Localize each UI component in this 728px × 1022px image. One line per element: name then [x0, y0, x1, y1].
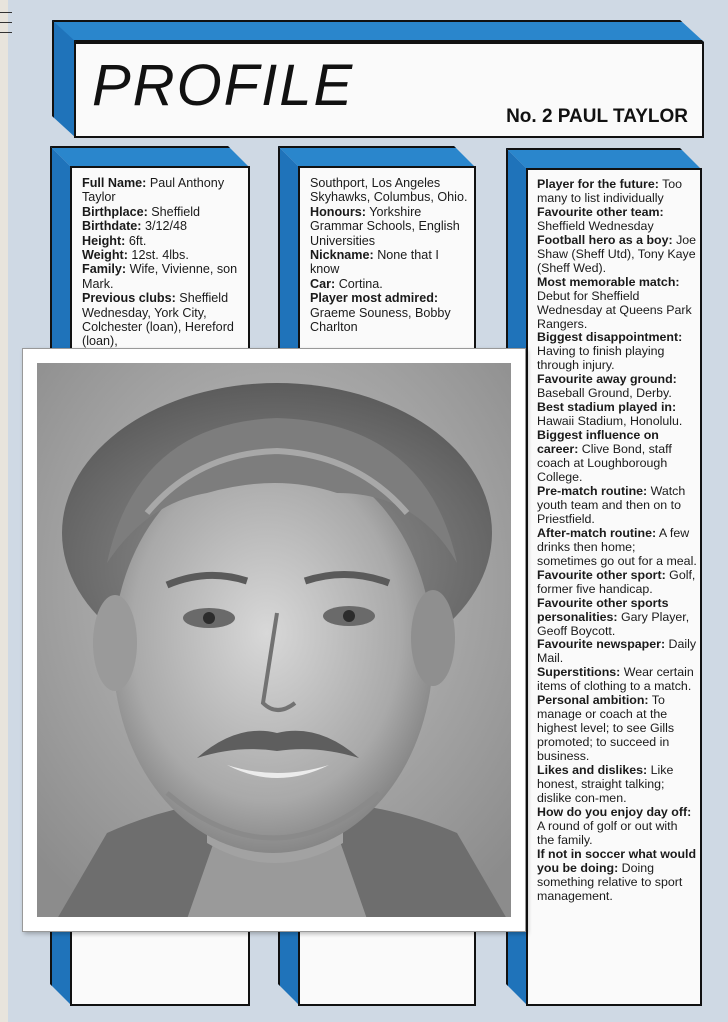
profile-entry-value: Wife, Vivienne, son Mark.	[82, 262, 238, 291]
portrait-illustration	[37, 363, 511, 917]
profile-entry-label: Favourite other team:	[537, 204, 664, 219]
profile-entry-label: Birthplace:	[82, 204, 148, 219]
profile-entry	[537, 694, 697, 764]
profile-entry-label: Full Name:	[82, 176, 147, 190]
profile-entry-label: Previous clubs:	[82, 291, 176, 306]
profile-entry-label: Biggest disappointment:	[537, 330, 683, 345]
page-binding-edge	[0, 0, 8, 1022]
profile-entry	[537, 429, 697, 485]
edge-rule	[0, 22, 12, 23]
profile-entry-value: A few drinks then home; sometimes go out for a meal.	[537, 525, 697, 568]
profile-entry	[537, 331, 697, 373]
profile-entry-label: Best stadium played in:	[537, 400, 677, 415]
profile-entry	[82, 219, 242, 233]
profile-entry-label: Nickname:	[310, 248, 374, 263]
profile-entry-value: Paul Anthony Taylor	[82, 176, 225, 205]
profile-entry-value: Graeme Souness, Bobby Charlton	[310, 305, 451, 335]
profile-entry-value: None that I know	[310, 248, 439, 277]
profile-entry-value: Cortina.	[335, 276, 383, 291]
profile-entry	[537, 206, 697, 234]
profile-entry-value: Golf, former five handicap.	[537, 567, 696, 596]
page-title: PROFILE	[92, 53, 355, 118]
profile-entry-label: Personal ambition:	[537, 693, 649, 708]
profile-entry	[537, 234, 697, 276]
profile-entry-label: After-match routine:	[537, 525, 657, 540]
profile-entry-value: Gary Player, Geoff Boycott.	[537, 609, 690, 638]
profile-entry	[537, 848, 697, 904]
profile-entry-label: Biggest influence on career:	[537, 428, 659, 457]
profile-entry-label: Football hero as a boy:	[537, 232, 673, 247]
profile-entry-label: Family:	[82, 262, 127, 277]
profile-entry-value: Doing something relative to sport management.	[537, 860, 683, 903]
profile-entry	[310, 277, 468, 291]
profile-entry	[537, 597, 697, 639]
profile-entry	[82, 176, 242, 205]
profile-entry	[537, 527, 697, 569]
profile-entry	[310, 205, 468, 248]
profile-entry-label: Car:	[310, 276, 336, 291]
profile-entry-value: Sheffield	[147, 204, 201, 219]
profile-entry	[537, 638, 697, 666]
profile-entry	[310, 291, 468, 334]
profile-entry-value: Watch youth team and then on to Priestfield.	[537, 483, 686, 526]
profile-entry	[537, 666, 697, 694]
profile-entry	[310, 248, 468, 277]
profile-entry-value: Yorkshire Grammar Schools, English Universities	[310, 204, 460, 248]
profile-entry-label: If not in soccer what would you be doing:	[537, 846, 697, 875]
player-name-heading: No. 2 PAUL TAYLOR	[506, 106, 688, 127]
profile-entry	[537, 806, 697, 848]
profile-entry-label: Favourite away ground:	[537, 372, 677, 387]
edge-rule	[0, 32, 12, 33]
profile-entry-label: Superstitions:	[537, 665, 621, 680]
middle-column-text	[310, 176, 468, 334]
profile-entry-value: Like honest, straight talking; dislike con-men.	[537, 763, 674, 805]
profile-entry-label: Player most admired:	[310, 291, 439, 306]
profile-entry-value: 6ft.	[125, 233, 147, 248]
profile-entry	[82, 262, 242, 291]
profile-entry-label: Favourite other sport:	[537, 567, 666, 582]
profile-entry-label: How do you enjoy day off:	[537, 804, 692, 819]
edge-rule	[0, 12, 12, 13]
profile-entry-value: To manage or coach at the highest level; to see Gills promoted; to succeed in business.	[537, 693, 675, 764]
profile-entry-value: Hawaii Stadium, Honolulu.	[537, 414, 683, 429]
profile-entry-label: Birthdate:	[82, 219, 142, 234]
profile-entry	[537, 569, 697, 597]
profile-entry-value: Debut for Sheffield Wednesday at Queens Park Rangers.	[537, 288, 692, 331]
profile-entry-value: Southport, Los Angeles Skyhawks, Columbus, Ohio.	[310, 176, 468, 205]
profile-entry-value: Joe Shaw (Sheff Utd), Tony Kaye (Sheff Wed).	[537, 232, 697, 275]
profile-entry-value: Wear certain items of clothing to a match.	[537, 665, 694, 694]
profile-entry-value: 12st. 4lbs.	[127, 248, 189, 263]
profile-entry-label: Weight:	[82, 248, 128, 263]
profile-entry-value: Too many to list individually	[537, 177, 683, 205]
profile-entry-label: Pre-match routine:	[537, 483, 648, 498]
profile-entry	[310, 176, 468, 205]
left-column-text	[82, 176, 242, 349]
profile-entry-value: Sheffield Wednesday, York City, Colchester (loan), Hereford (loan),	[82, 291, 234, 349]
profile-entry-label: Favourite newspaper:	[537, 637, 666, 652]
profile-entry	[537, 401, 697, 429]
player-photo	[22, 348, 526, 932]
profile-entry-value: Baseball Ground, Derby.	[537, 386, 672, 401]
profile-entry	[82, 205, 242, 219]
profile-entry	[82, 291, 242, 349]
player-portrait-image	[37, 363, 511, 917]
profile-entry-label: Favourite other sports personalities:	[537, 595, 669, 624]
profile-entry	[82, 248, 242, 262]
profile-entry	[537, 373, 697, 401]
profile-entry-value: Daily Mail.	[537, 637, 697, 666]
profile-entry-label: Height:	[82, 233, 126, 248]
profile-entry-value: Having to finish playing through injury.	[537, 344, 665, 373]
profile-entry-label: Most memorable match:	[537, 274, 680, 289]
profile-entry-value: A round of golf or out with the family.	[537, 818, 678, 847]
profile-entry	[537, 485, 697, 527]
right-column-text	[537, 178, 697, 904]
profile-entry-label: Likes and dislikes:	[537, 763, 648, 778]
profile-entry	[82, 234, 242, 248]
profile-entry	[537, 276, 697, 332]
profile-entry-value: 3/12/48	[141, 219, 188, 234]
profile-entry	[537, 178, 697, 206]
profile-entry-label: Player for the future:	[537, 177, 659, 191]
profile-entry-value: Clive Bond, staff coach at Loughborough College.	[537, 442, 672, 485]
profile-entry-label: Honours:	[310, 204, 366, 219]
profile-entry	[537, 764, 697, 806]
profile-entry-value: Sheffield Wednesday	[537, 218, 654, 233]
